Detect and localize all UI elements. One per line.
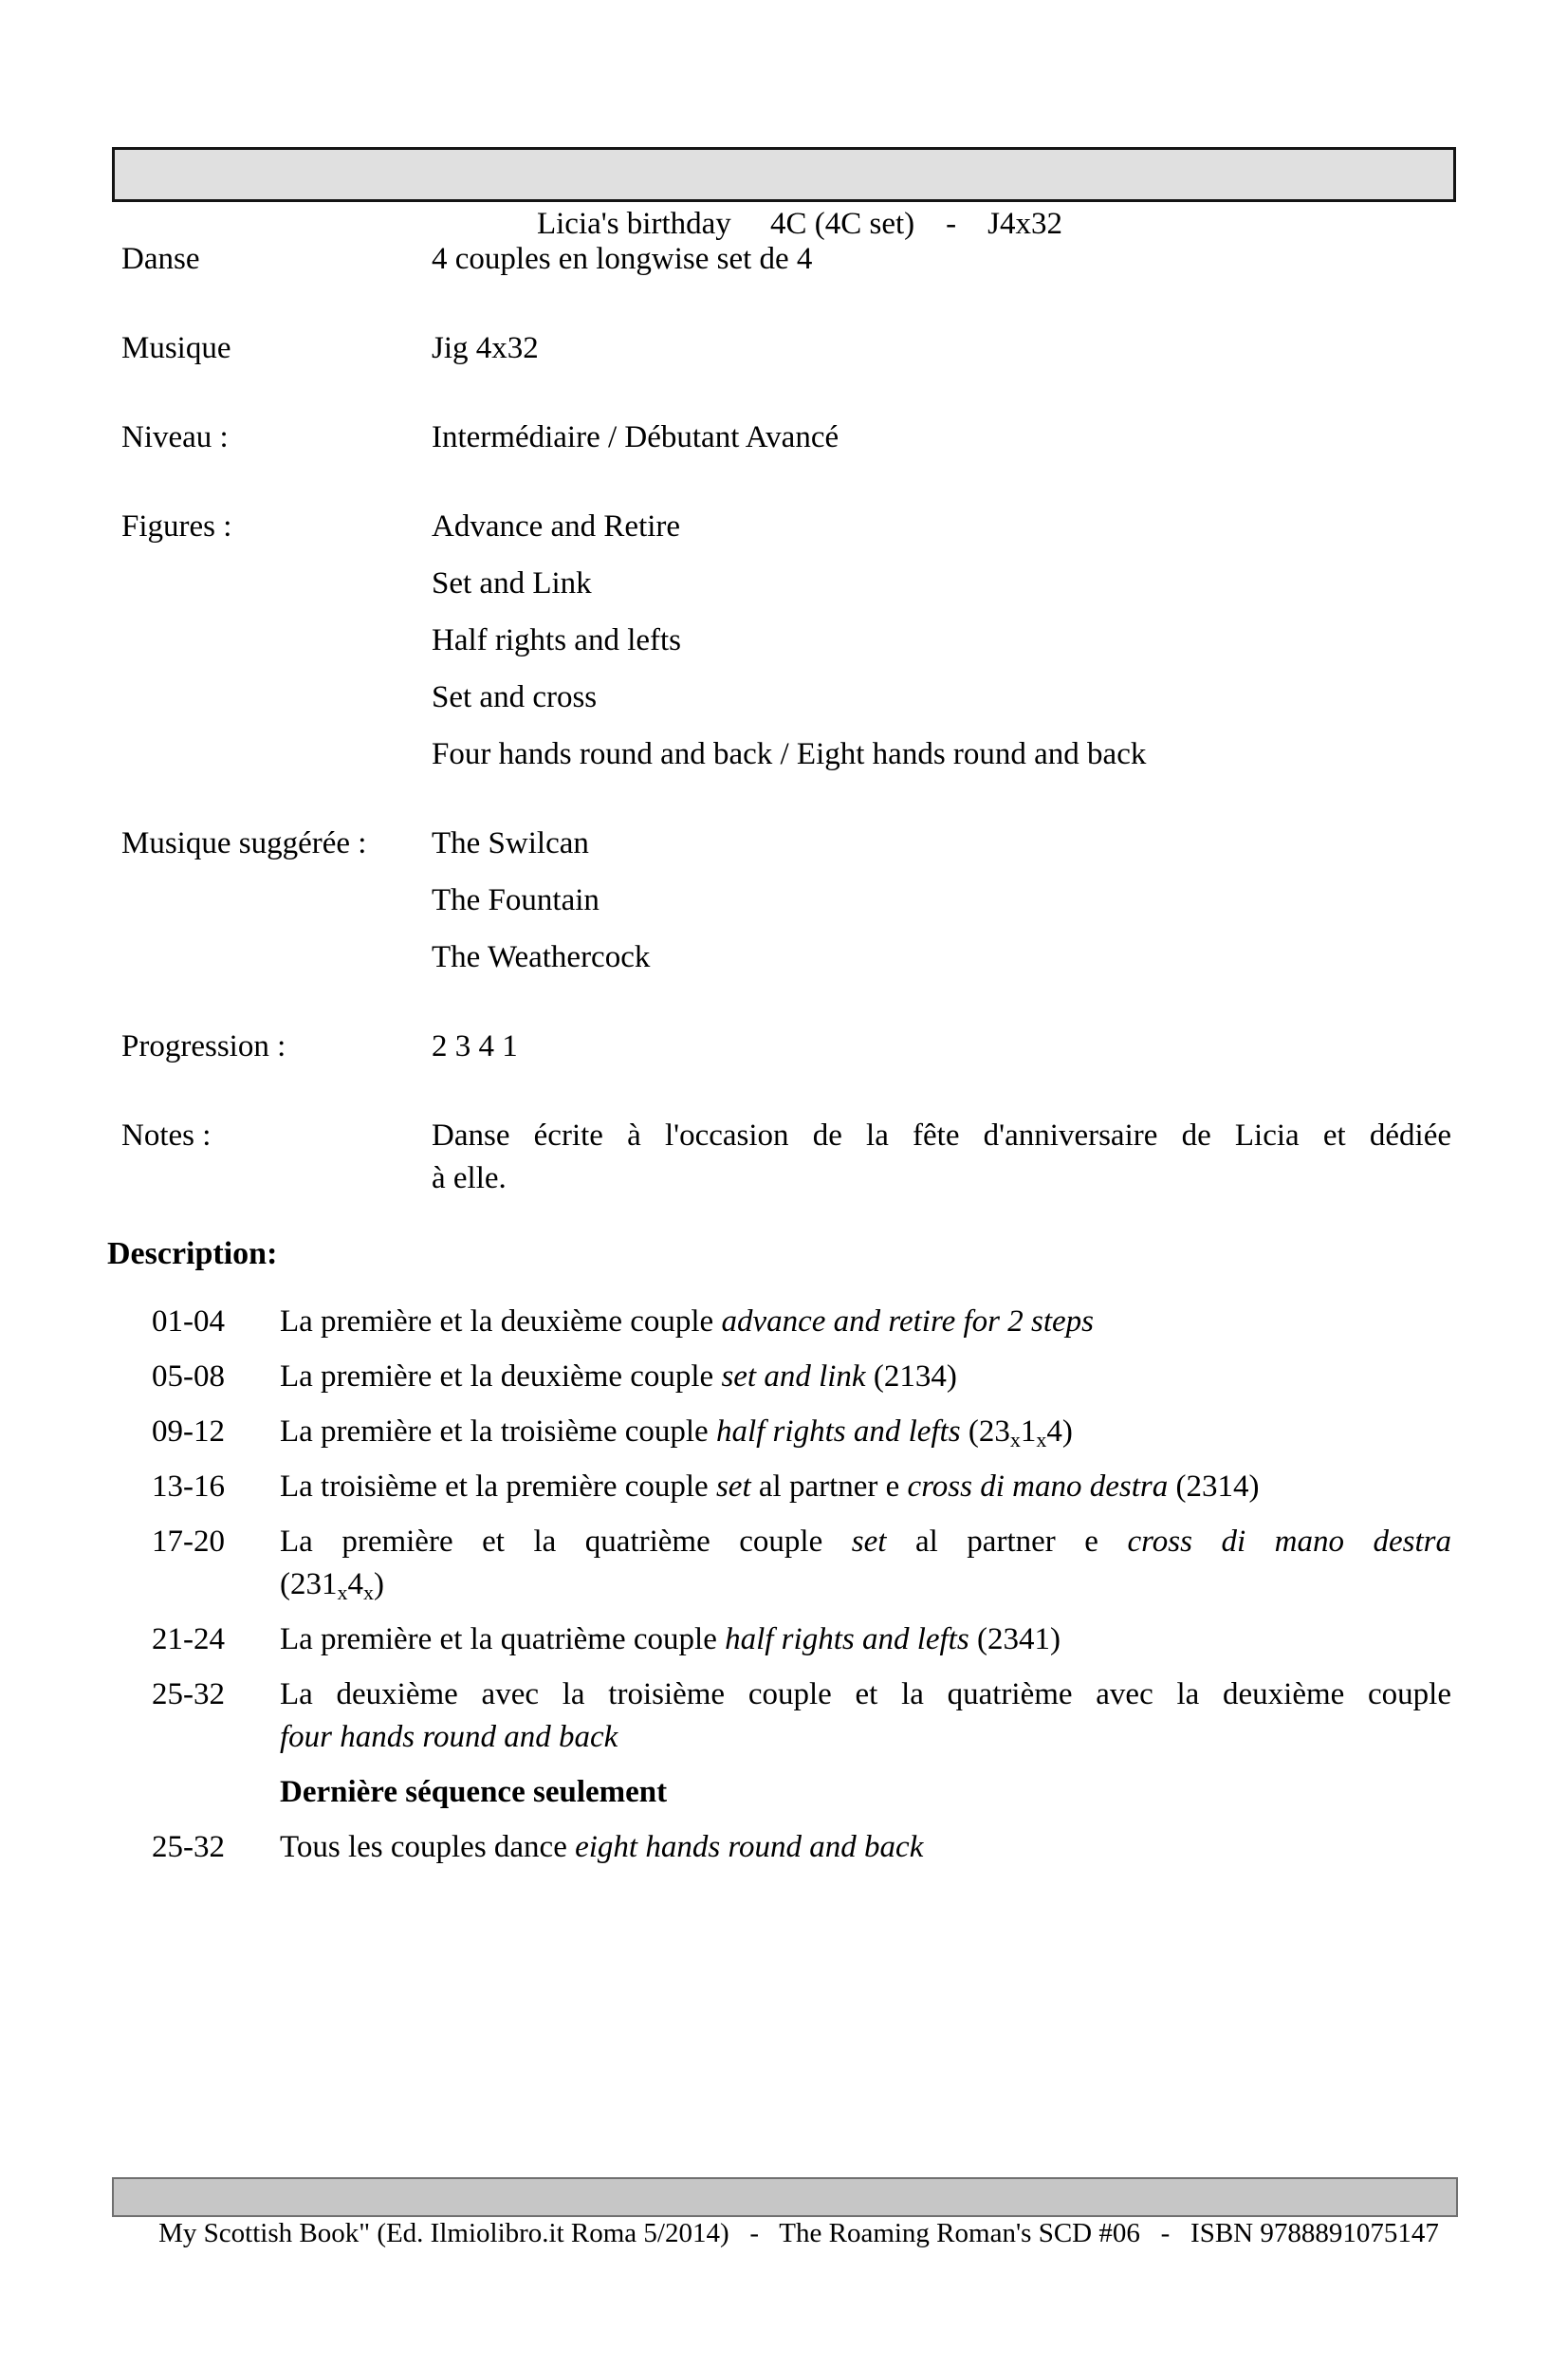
metadata-section: [121, 231, 1451, 1200]
item-segment: (2314): [1168, 1470, 1260, 1504]
item-segment: 4: [347, 1567, 363, 1601]
item-segment: ): [374, 1567, 384, 1601]
item-text: [280, 1301, 1451, 1343]
bars-range: 13-16: [152, 1470, 225, 1504]
subscript-x: x: [1009, 1428, 1021, 1451]
notes-line-1: Danse écrite à l'occasion de la fête d'anniversaire de Licia et dédiée: [432, 1118, 1451, 1153]
item-segment-italic: half rights and lefts: [715, 1414, 961, 1449]
field-value-musique-suggeree: [432, 815, 1451, 986]
item-text: [280, 1826, 1451, 1869]
subscript-x: x: [337, 1580, 348, 1604]
meta-row-musique-suggeree: [121, 815, 1451, 986]
item-segment-italic: set: [851, 1525, 887, 1559]
item-segment: La première et la troisième couple: [280, 1414, 716, 1449]
item-segment: La première et la deuxième couple: [280, 1359, 722, 1394]
description-subheading-row: [152, 1771, 1451, 1814]
item-segment: La première et la quatrième couple: [280, 1622, 726, 1656]
item-segment: La première et la quatrième couple: [280, 1525, 852, 1559]
item-segment: (2341): [968, 1622, 1061, 1656]
item-text: [280, 1411, 1451, 1453]
field-value-niveau: Intermédiaire / Débutant Avancé: [432, 420, 839, 454]
footer-bar: [112, 2177, 1458, 2248]
item-text: [280, 1618, 1451, 1661]
field-value-danse: 4 couples en longwise set de 4: [432, 242, 813, 276]
item-segment: La première et la deuxième couple: [280, 1304, 722, 1339]
item-segment-italic: set: [715, 1470, 751, 1504]
item-segment: al partner e: [750, 1470, 908, 1504]
item-line-2: [280, 1563, 1451, 1606]
meta-row-musique: [121, 320, 1451, 377]
field-value-notes: [432, 1107, 1451, 1200]
figure-line: Advance and Retire: [432, 509, 681, 544]
notes-line-2: à elle.: [432, 1161, 507, 1195]
bars-range: 05-08: [152, 1359, 225, 1394]
item-segment-italic: advance and retire for 2 steps: [721, 1304, 1095, 1339]
item-segment-italic: cross di mano destra: [907, 1470, 1169, 1504]
description-item-17-20: [152, 1521, 1451, 1606]
dance-sheet-page: [0, 147, 1568, 2248]
field-label-danse: Danse: [121, 242, 200, 276]
subscript-x: x: [1036, 1428, 1047, 1451]
field-value-figures: [432, 498, 1451, 783]
field-value-progression: 2 3 4 1: [432, 1029, 518, 1063]
description-item-05-08: [152, 1356, 1451, 1398]
item-segment: 1: [1020, 1414, 1037, 1449]
description-item-09-12: [152, 1411, 1451, 1453]
last-sequence-heading: Dernière séquence seulement: [280, 1775, 668, 1809]
meta-row-niveau: [121, 409, 1451, 466]
item-segment: al partner e: [886, 1525, 1128, 1559]
page-title: Licia's birthday 4C (4C set) - J4x32: [536, 207, 1063, 241]
item-segment-italic: four hands round and back: [280, 1720, 618, 1754]
item-segment-italic: set and link: [721, 1359, 866, 1394]
item-segment: 4): [1046, 1414, 1073, 1449]
item-segment: La troisième et la première couple: [280, 1470, 716, 1504]
bars-range: 01-04: [152, 1304, 225, 1339]
field-label-notes: Notes :: [121, 1118, 212, 1153]
subscript-x: x: [363, 1580, 374, 1604]
item-segment: (23: [960, 1414, 1010, 1449]
meta-row-progression: [121, 1018, 1451, 1075]
bars-range: 25-32: [152, 1830, 225, 1864]
figure-line: Set and Link: [432, 566, 592, 601]
description-heading: Description:: [107, 1236, 278, 1271]
description-item-25-32: [152, 1673, 1451, 1759]
item-line-justified: La deuxième avec la troisième couple et la quatrième avec la deuxième couple: [280, 1677, 1451, 1711]
title-bar: [112, 147, 1456, 241]
item-text: [280, 1521, 1451, 1606]
item-text: [280, 1673, 1451, 1759]
item-text: [280, 1466, 1451, 1508]
field-label-progression: Progression :: [121, 1029, 286, 1063]
item-line-2: [280, 1716, 1451, 1759]
item-segment: (2134): [865, 1359, 957, 1394]
meta-row-notes: [121, 1107, 1451, 1200]
description-item-25-32-final: [152, 1826, 1451, 1869]
description-item-01-04: [152, 1301, 1451, 1343]
bars-range-empty: [152, 1771, 280, 1814]
meta-row-figures: [121, 498, 1451, 783]
item-text: [280, 1356, 1451, 1398]
field-label-niveau: Niveau :: [121, 420, 229, 454]
description-item-21-24: [152, 1618, 1451, 1661]
footer-text: My Scottish Book" (Ed. Ilmiolibro.it Roma 5/2014) - The Roaming Roman's SCD #06 - ISBN 9788891075147: [158, 2218, 1439, 2248]
bars-range: 09-12: [152, 1414, 225, 1449]
tune-line: The Fountain: [432, 883, 600, 917]
figure-line: Four hands round and back / Eight hands round and back: [432, 737, 1147, 771]
item-line-justified: [280, 1521, 1451, 1563]
item-segment: Tous les couples dance: [280, 1830, 576, 1864]
field-label-musique: Musique: [121, 331, 231, 365]
description-item-13-16: [152, 1466, 1451, 1508]
item-segment-italic: cross di mano destra: [1127, 1525, 1452, 1559]
description-list: [152, 1301, 1451, 1869]
field-label-figures: Figures :: [121, 509, 232, 544]
figure-line: Set and cross: [432, 680, 598, 714]
tune-line: The Weathercock: [432, 940, 651, 974]
item-segment-italic: eight hands round and back: [575, 1830, 924, 1864]
item-segment-italic: half rights and lefts: [725, 1622, 969, 1656]
bars-range: 21-24: [152, 1622, 225, 1656]
bars-range: 17-20: [152, 1525, 225, 1559]
bars-range: 25-32: [152, 1677, 225, 1711]
item-segment: (231: [280, 1567, 338, 1601]
field-label-musique-suggeree: Musique suggérée :: [121, 826, 367, 860]
tune-line: The Swilcan: [432, 826, 589, 860]
meta-row-danse: [121, 231, 1451, 287]
figure-line: Half rights and lefts: [432, 623, 682, 657]
field-value-musique: Jig 4x32: [432, 331, 539, 365]
